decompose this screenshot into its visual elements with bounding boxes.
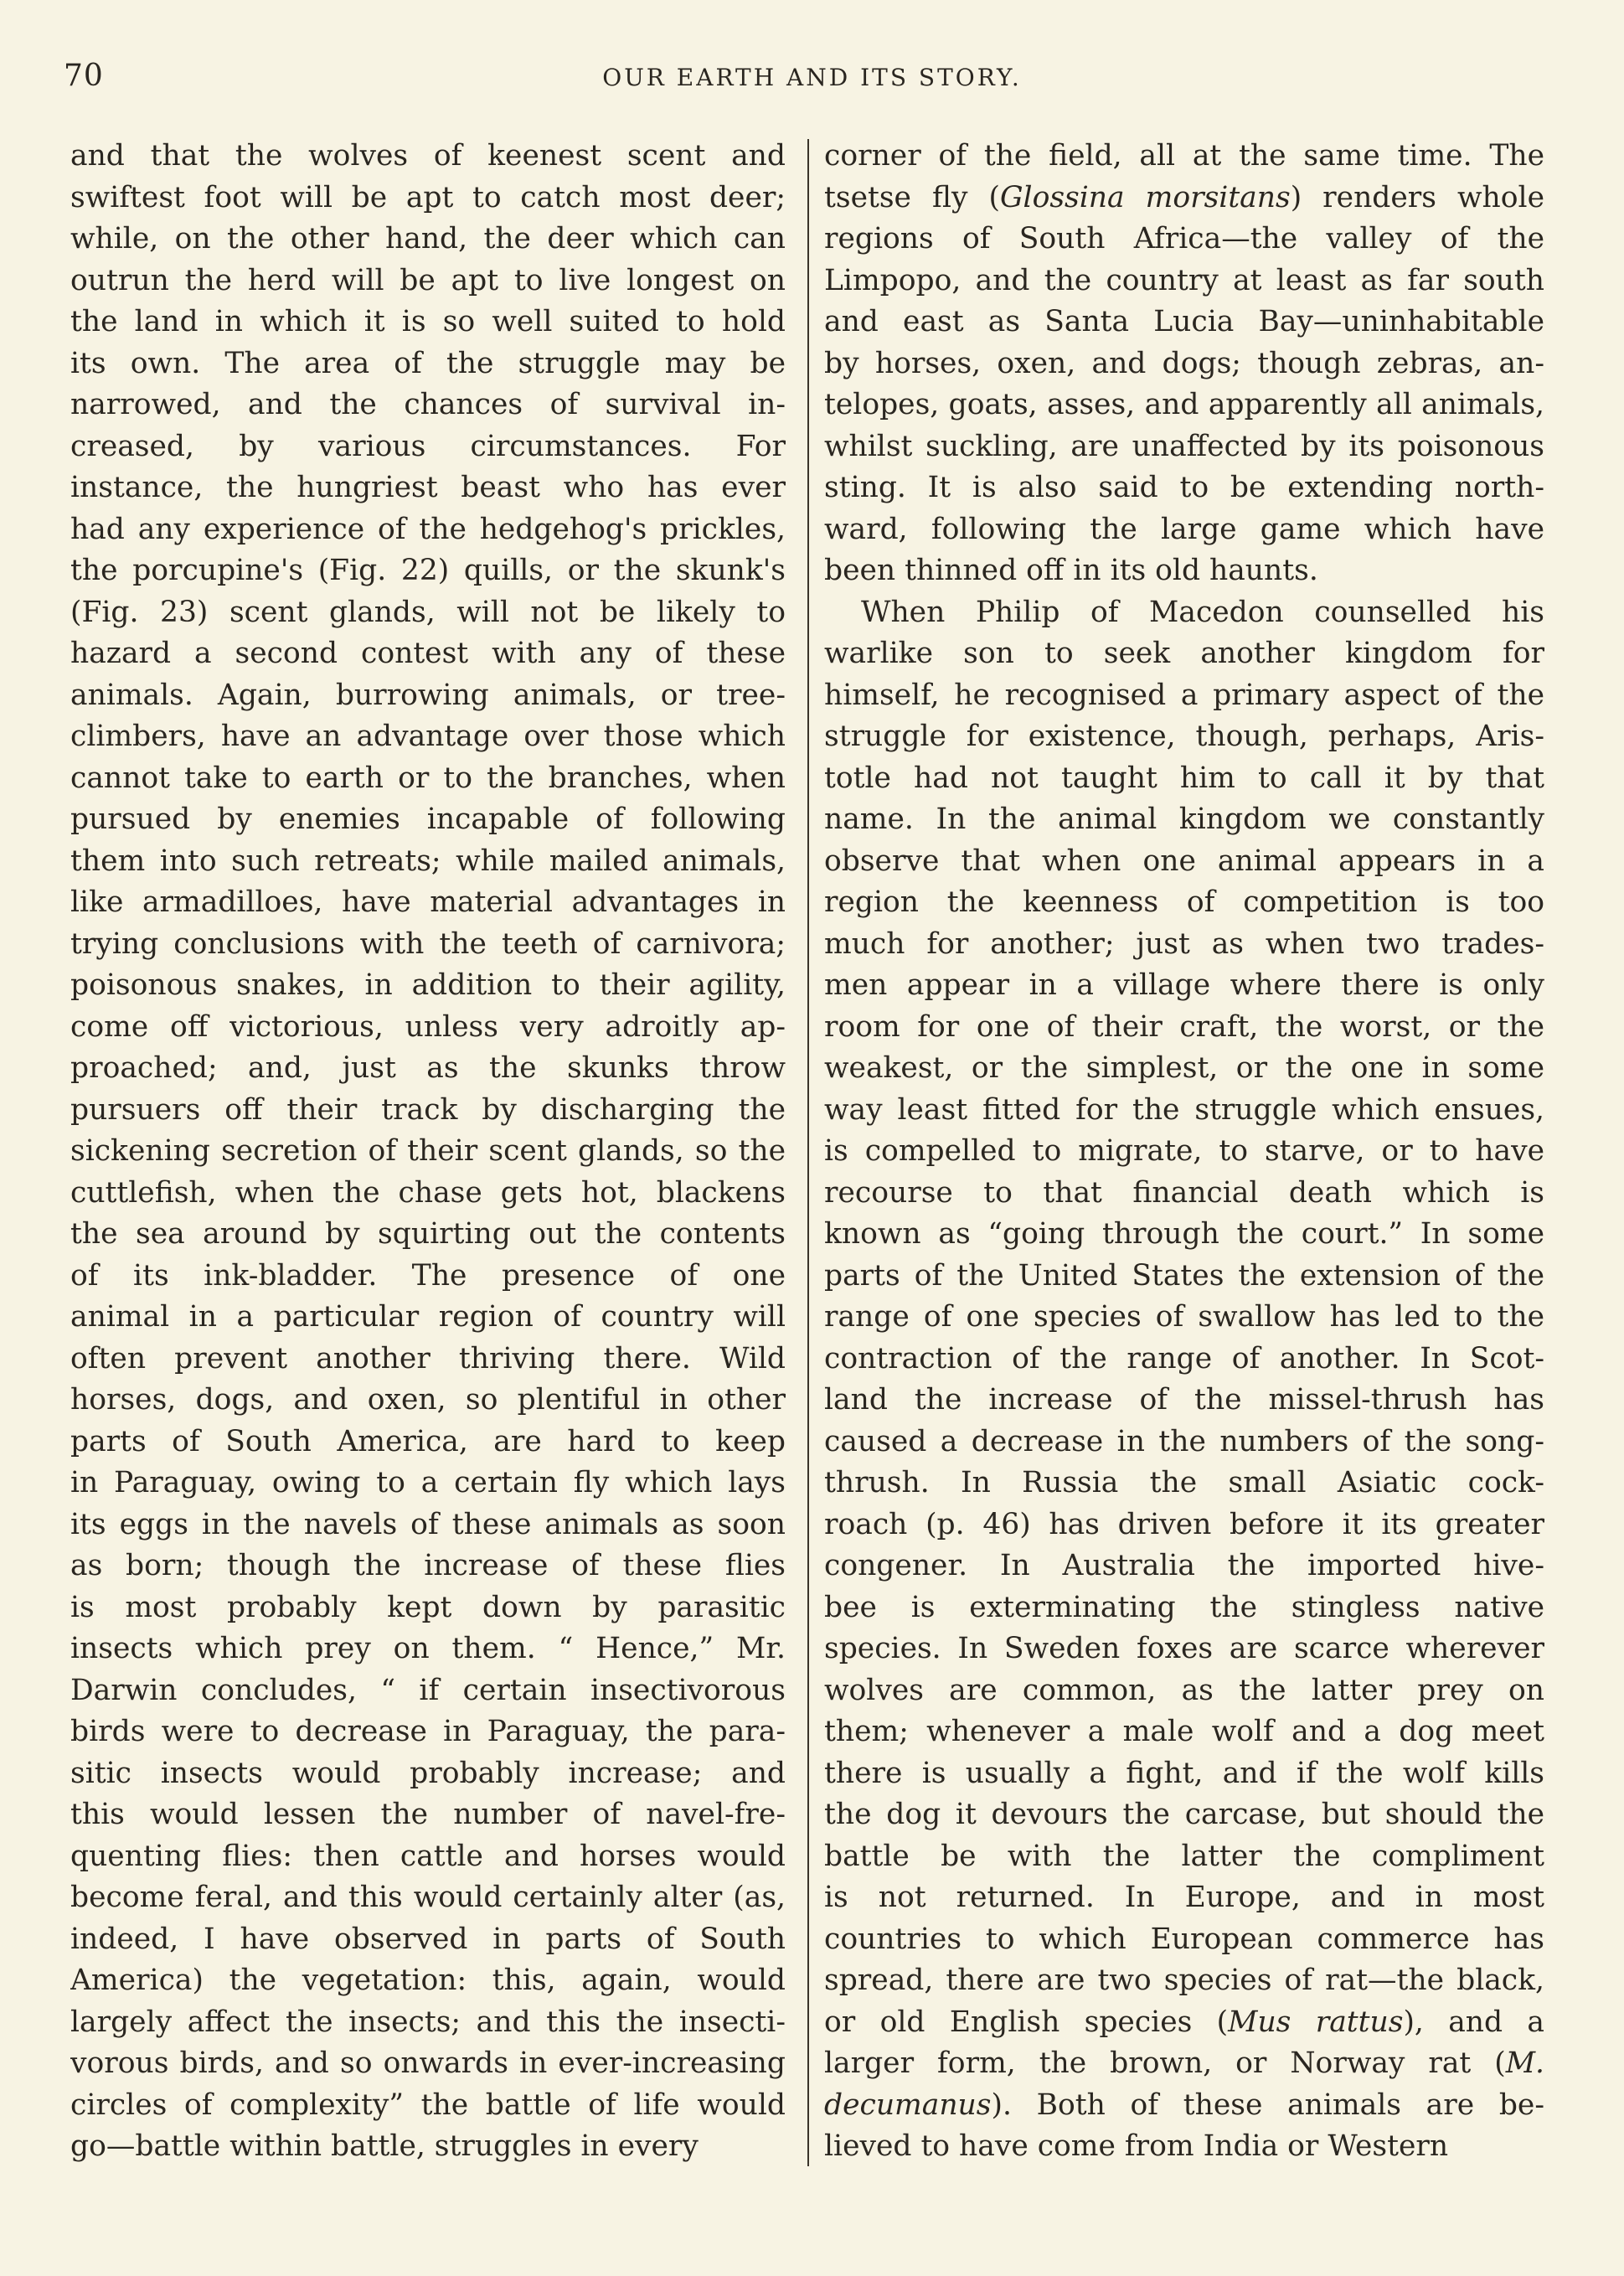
text-line: the land in which it is so well suited to hold [70,305,786,338]
text-line: come off victorious, unless very adroitly ap- [70,1009,786,1044]
text-line: quenting flies: then cattle and horses would [70,1839,786,1873]
text-line: outrun the herd will be apt to live longest on [70,263,786,297]
text-line: the sea around by squirting out the contents [70,1217,786,1251]
text-line: whilst suckling, are unaffected by its poisonous [824,429,1544,463]
text-line: vorous birds, and so onwards in ever-increasing [70,2046,786,2080]
text-line: like armadilloes, have material advantages in [70,885,786,919]
text-line: countries to which European commerce has [824,1922,1544,1956]
text-line: cuttlefish, when the chase gets hot, blackens [70,1175,786,1210]
text-line: creased, by various circumstances. For [70,429,786,463]
text-line: horses, dogs, and oxen, so plentiful in other [70,1383,786,1417]
text-line: range of one species of swallow has led to the [824,1300,1544,1334]
text-line: in Paraguay, owing to a certain fly which lays [70,1466,786,1499]
text-line: recourse to that financial death which is [824,1175,1544,1210]
text-line: name. In the animal kingdom we constantly [824,803,1544,836]
text-line: sickening secretion of their scent glands, so the [70,1134,786,1168]
column-divider [807,139,809,2166]
text-line: hazard a second contest with any of these [70,637,786,670]
text-line: (Fig. 23) scent glands, will not be likely to [70,595,786,629]
text-line: parts of South America, are hard to keep [70,1424,786,1458]
text-line: them; whenever a male wolf and a dog meet [824,1715,1544,1748]
text-line: bee is exterminating the stingless native [824,1590,1544,1624]
text-line: been thinned off in its old haunts. [824,554,1318,587]
text-line: is not returned. In Europe, and in most [824,1881,1544,1914]
text-line: its own. The area of the struggle may be [70,346,786,380]
text-line: land the increase of the missel-thrush has [824,1383,1544,1417]
text-line: largely affect the insects; and this the insecti- [70,2005,786,2039]
right-column [824,136,1544,2168]
text-line: weakest, or the simplest, or the one in some [824,1051,1544,1085]
text-line: species. In Sweden foxes are scarce wherever [824,1632,1544,1665]
text-line: spread, there are two species of rat—the black, [824,1964,1544,1997]
text-line: pursued by enemies incapable of following [70,803,786,836]
text-line: room for one of their craft, the worst, or the [824,1009,1544,1044]
text-line: Limpopo, and the country at least as far south [824,263,1544,297]
text-line: Darwin concludes, “ if certain insectivorous [70,1673,786,1707]
text-line: roach (p. 46) has driven before it its greater [824,1507,1544,1541]
text-line: as born; though the increase of these flies [70,1549,786,1582]
text-line: contraction of the range of another. In Scot- [824,1341,1544,1375]
text-line: narrowed, and the chances of survival in- [70,388,786,421]
text-line: and east as Santa Lucia Bay—uninhabitable [824,305,1544,338]
text-line: birds were to decrease in Paraguay, the para- [70,1715,786,1748]
text-line: region the keenness of competition is too [824,885,1544,919]
text-line: often prevent another thriving there. Wild [70,1341,786,1375]
text-line: sting. It is also said to be extending north- [824,471,1544,504]
text-line: thrush. In Russia the small Asiatic cock- [824,1466,1544,1499]
text-line: indeed, I have observed in parts of South [70,1922,786,1956]
text-line: cannot take to earth or to the branches, when [70,761,786,795]
text-line: or old English species (Mus rattus), and a [824,2005,1544,2039]
text-line: go—battle within battle, struggles in every [70,2129,699,2163]
text-line: congener. In Australia the imported hive- [824,1549,1544,1582]
text-line: trying conclusions with the teeth of carnivora; [70,926,786,961]
text-line: is compelled to migrate, to starve, or to have [824,1134,1544,1168]
text-line: this would lessen the number of navel-fre- [70,1798,786,1831]
page-number: 70 [64,59,104,93]
left-column [70,136,786,2168]
text-line: way least fitted for the struggle which ensues, [824,1092,1544,1127]
text-line: wolves are common, as the latter prey on [824,1673,1544,1707]
text-line: observe that when one animal appears in a [824,844,1544,878]
text-line: struggle for existence, though, perhaps, Aris- [824,720,1544,753]
text-line: insects which prey on them. “ Hence,” Mr. [70,1632,786,1665]
text-line: When Philip of Macedon counselled his [861,595,1544,629]
text-line: regions of South Africa—the valley of the [824,222,1544,255]
text-line: known as “going through the court.” In some [824,1217,1544,1251]
text-line: pursuers off their track by discharging the [70,1092,786,1127]
text-line: men appear in a village where there is only [824,968,1544,1002]
text-line: sitic insects would probably increase; and [70,1756,786,1790]
text-line: swiftest foot will be apt to catch most deer; [70,180,786,214]
text-line: climbers, have an advantage over those which [70,720,786,753]
text-line: telopes, goats, asses, and apparently all animals, [824,388,1544,421]
text-line: become feral, and this would certainly alter (as, [70,1881,786,1914]
text-line: corner of the field, all at the same time. The [824,139,1544,173]
text-line: America) the vegetation: this, again, would [70,1964,786,1997]
text-line: them into such retreats; while mailed animals, [70,844,786,878]
text-line: warlike son to seek another kingdom for [824,637,1544,670]
text-line: had any experience of the hedgehog's prickles, [70,512,786,546]
text-line: of its ink-bladder. The presence of one [70,1258,786,1293]
text-line: animals. Again, burrowing animals, or tree- [70,678,786,712]
running-head: OUR EARTH AND ITS STORY. [602,64,1022,91]
text-line: the porcupine's (Fig. 22) quills, or the skunk's [70,554,786,587]
text-line: circles of complexity” the battle of life would [70,2088,786,2122]
text-line: poisonous snakes, in addition to their agility, [70,968,786,1002]
text-line: lieved to have come from India or Western [824,2129,1449,2163]
text-line: caused a decrease in the numbers of the song- [824,1424,1544,1458]
text-line: larger form, the brown, or Norway rat (M. [824,2046,1544,2080]
text-line: is most probably kept down by parasitic [70,1590,786,1624]
text-line: decumanus). Both of these animals are be- [824,2088,1544,2122]
text-line: by horses, oxen, and dogs; though zebras, an- [824,346,1544,380]
text-line: animal in a particular region of country will [70,1300,786,1334]
text-line: proached; and, just as the skunks throw [70,1051,786,1085]
text-line: instance, the hungriest beast who has ever [70,471,786,504]
text-line: parts of the United States the extension of the [824,1258,1544,1293]
text-line: and that the wolves of keenest scent and [70,139,786,173]
text-line: the dog it devours the carcase, but should the [824,1798,1544,1831]
text-line: totle had not taught him to call it by that [824,761,1544,795]
text-line: while, on the other hand, the deer which can [70,222,786,255]
text-line: its eggs in the navels of these animals as soon [70,1507,786,1541]
text-line: ward, following the large game which have [824,512,1544,546]
text-line: there is usually a fight, and if the wolf kills [824,1756,1544,1790]
text-line: much for another; just as when two trades- [824,926,1544,961]
text-line: battle be with the latter the compliment [824,1839,1544,1873]
text-line: himself, he recognised a primary aspect of the [824,678,1544,712]
text-line: tsetse fly (Glossina morsitans) renders whole [824,180,1544,214]
